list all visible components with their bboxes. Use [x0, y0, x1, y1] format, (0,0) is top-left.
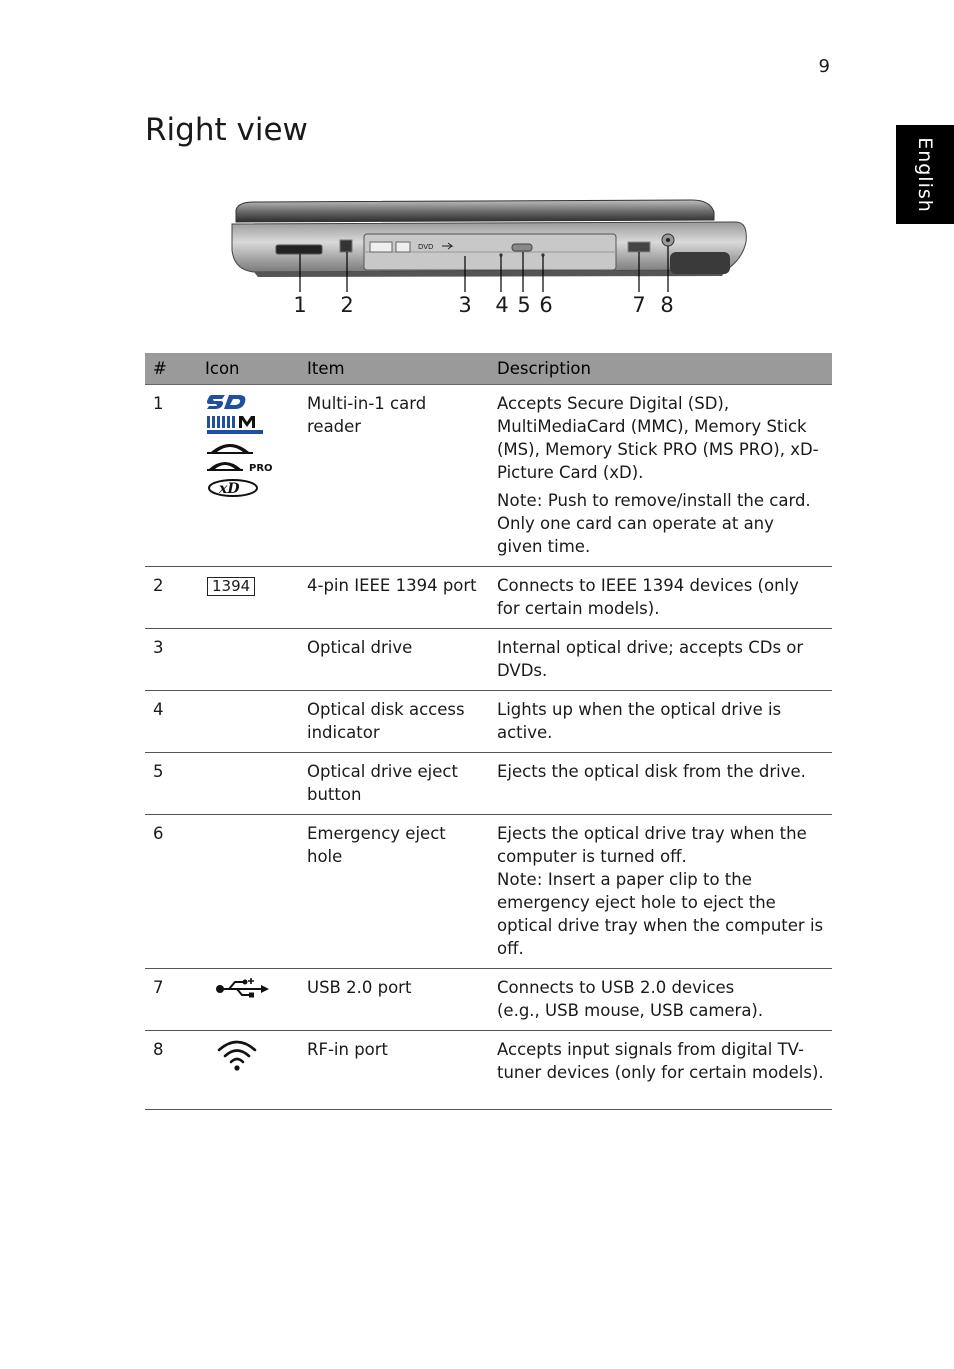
- ieee1394-icon: 1394: [207, 577, 255, 596]
- table-row: [145, 815, 832, 969]
- row-item: Multi-in-1 card reader: [299, 385, 489, 567]
- svg-text:PRO: PRO: [249, 463, 273, 474]
- row-num: 2: [145, 567, 197, 629]
- row-item: Optical drive eject button: [299, 753, 489, 815]
- svg-text:xD: xD: [219, 481, 240, 497]
- rf-in-icon: [215, 1038, 259, 1072]
- ports-table: [145, 353, 832, 1110]
- row-description-cont: (e.g., USB mouse, USB camera).: [497, 1001, 764, 1020]
- card-reader-logos-icon: [197, 392, 287, 498]
- row-item: 4-pin IEEE 1394 port: [299, 567, 489, 629]
- row-num: 4: [145, 691, 197, 753]
- table-row: [145, 691, 832, 753]
- row-num: 6: [145, 815, 197, 969]
- table-header-row: [145, 353, 832, 385]
- table-row: [145, 629, 832, 691]
- memory-stick-logo-icon: [207, 440, 253, 454]
- row-description: Internal optical drive; accepts CDs or DVDs.: [489, 629, 832, 691]
- xd-picture-card-logo-icon: [207, 478, 259, 498]
- table-row: [145, 753, 832, 815]
- row-num: 3: [145, 629, 197, 691]
- row-num: 1: [145, 385, 197, 567]
- row-item: Emergency eject hole: [299, 815, 489, 969]
- callout-8: 8: [660, 293, 674, 317]
- table-row: [145, 1031, 832, 1110]
- callout-4: 4: [495, 293, 509, 317]
- row-item: USB 2.0 port: [299, 969, 489, 1031]
- table-row: [145, 567, 832, 629]
- row-num: 5: [145, 753, 197, 815]
- column-header-item: Item: [299, 353, 489, 385]
- callout-2: 2: [340, 293, 354, 317]
- row-item: Optical drive: [299, 629, 489, 691]
- table-row: [145, 385, 832, 567]
- callout-6: 6: [539, 293, 553, 317]
- column-header-icon: Icon: [197, 353, 299, 385]
- column-header-description: Description: [489, 353, 832, 385]
- row-item: RF-in port: [299, 1031, 489, 1110]
- table-row: [145, 969, 832, 1031]
- row-note: [497, 489, 824, 558]
- mmc-logo-icon: [207, 414, 263, 436]
- row-description: Accepts input signals from digital TV-tuner devices (only for certain models).: [489, 1031, 832, 1110]
- callout-5: 5: [517, 293, 531, 317]
- note-label: Note:: [497, 870, 543, 889]
- sd-logo-icon: [207, 392, 253, 410]
- svg-text:DVD: DVD: [418, 243, 434, 251]
- page-number: 9: [818, 56, 830, 77]
- callout-7: 7: [632, 293, 646, 317]
- row-description: Ejects the optical disk from the drive.: [489, 753, 832, 815]
- row-item: Optical disk access indicator: [299, 691, 489, 753]
- callout-1: 1: [293, 293, 307, 317]
- column-header-num: #: [145, 353, 197, 385]
- section-title: Right view: [145, 112, 308, 148]
- row-num: 7: [145, 969, 197, 1031]
- note-text: Push to remove/install the card. Only one card can operate at any given time.: [497, 491, 811, 556]
- callout-3: 3: [458, 293, 472, 317]
- row-num: 8: [145, 1031, 197, 1110]
- row-description: Accepts Secure Digital (SD), MultiMediaCard (MMC), Memory Stick (MS), Memory Stick PRO (MS PRO), xD-Picture Card (xD).: [497, 394, 819, 482]
- row-description: Connects to USB 2.0 devices: [497, 978, 735, 997]
- language-tab: English: [896, 125, 954, 224]
- row-description: Connects to IEEE 1394 devices (only for certain models).: [489, 567, 832, 629]
- usb-icon: [211, 976, 271, 1000]
- row-note: [497, 868, 824, 960]
- memory-stick-pro-logo-icon: [207, 458, 277, 474]
- note-text: Insert a paper clip to the emergency eject hole to eject the optical drive tray when the computer is off.: [497, 870, 824, 958]
- row-description: Lights up when the optical drive is active.: [489, 691, 832, 753]
- note-label: Note:: [497, 491, 543, 510]
- row-description: Ejects the optical drive tray when the computer is turned off.: [497, 824, 807, 866]
